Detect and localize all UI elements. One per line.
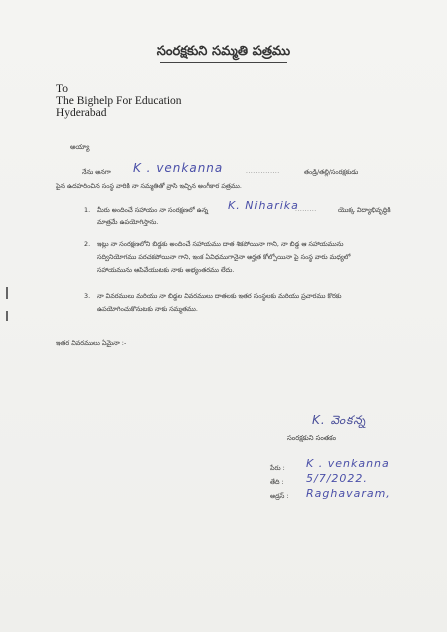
details-name-label: పేరు : xyxy=(270,464,285,472)
margin-mark xyxy=(6,287,8,299)
salutation: అయ్యా xyxy=(70,143,90,151)
intro-name-dots: .............. xyxy=(246,168,280,175)
clause-1-part-b: యొక్క విద్యాభివృద్ధికి xyxy=(338,206,391,214)
margin-mark xyxy=(6,311,8,321)
clause-3-number: 3. xyxy=(84,292,91,300)
clause-2-line2: సద్వినియోగము పరచకపోయినా గాని, ఇంక ఏవిధముగానైనా అర్హత కోల్పోయినా పై సంస్థ వారు మధ్యలో xyxy=(97,253,351,261)
details-name-value: K . venkanna xyxy=(306,457,390,470)
signature-label: సంరక్షకుని సంతకం xyxy=(287,434,337,442)
clause-3-line2: ఉపయోగించుకొనుటకు నాకు సమ్మతము. xyxy=(97,305,198,313)
details-address-label: అడ్రస్ : xyxy=(270,492,289,500)
details-address-value: Raghavaram, xyxy=(306,487,391,500)
guardian-signature: K. వెంకన్న xyxy=(312,413,367,427)
intro-relation: తండ్రి/తల్లి/సంరక్షకుడు xyxy=(304,168,359,176)
clause-3-line1: నా వివరములు మరియు నా బిడ్డల వివరములు దాతలకు ఇతర సంస్థలకు మరియు ప్రచారము కొరకు xyxy=(97,292,342,300)
intro-line2: పైన ఉదహరించిన సంస్థ వారికి నా సమ్మతితో వ్రాసి ఇచ్చిన అంగీకార పత్రము. xyxy=(56,182,242,190)
address-to: To xyxy=(56,83,68,95)
intro-name-handwritten: K . venkanna xyxy=(133,161,224,175)
clause-1-number: 1. xyxy=(84,206,91,214)
intro-name-prefix: నేను అనగా xyxy=(82,168,111,176)
clause-1-line2: మాత్రమే ఉపయోగిస్తాను. xyxy=(97,218,159,226)
clause-1-handwritten-name: K. Niharika xyxy=(228,199,299,212)
address-org: The Bighelp For Education xyxy=(56,95,182,107)
clause-1-dots: ......... xyxy=(295,206,317,213)
title-underline xyxy=(160,62,287,63)
clause-1-part-a: మీరు అందించే సహాయం నా సంరక్షణలో ఉన్న xyxy=(97,206,209,214)
details-date-label: తేది : xyxy=(270,478,284,486)
clause-2-number: 2. xyxy=(84,240,91,248)
clause-2-line1: ఇట్లు నా సంరక్షణలోని బిడ్డకు అందించే సహాయము దాత శికపోయినా గాని, నా బిడ్డ ఆ సహాయమును xyxy=(97,240,344,248)
other-details-label: ఇతర వివరములు ఏమైనా :- xyxy=(56,339,127,347)
letter-title: సంరక్షకుని సమ్మతి పత్రము xyxy=(156,44,291,59)
details-date-value: 5/7/2022. xyxy=(306,472,368,485)
address-city: Hyderabad xyxy=(56,107,107,119)
clause-2-line3: సహాయమును ఆపివేయుటకు నాకు అభ్యంతరము లేదు. xyxy=(97,266,235,274)
